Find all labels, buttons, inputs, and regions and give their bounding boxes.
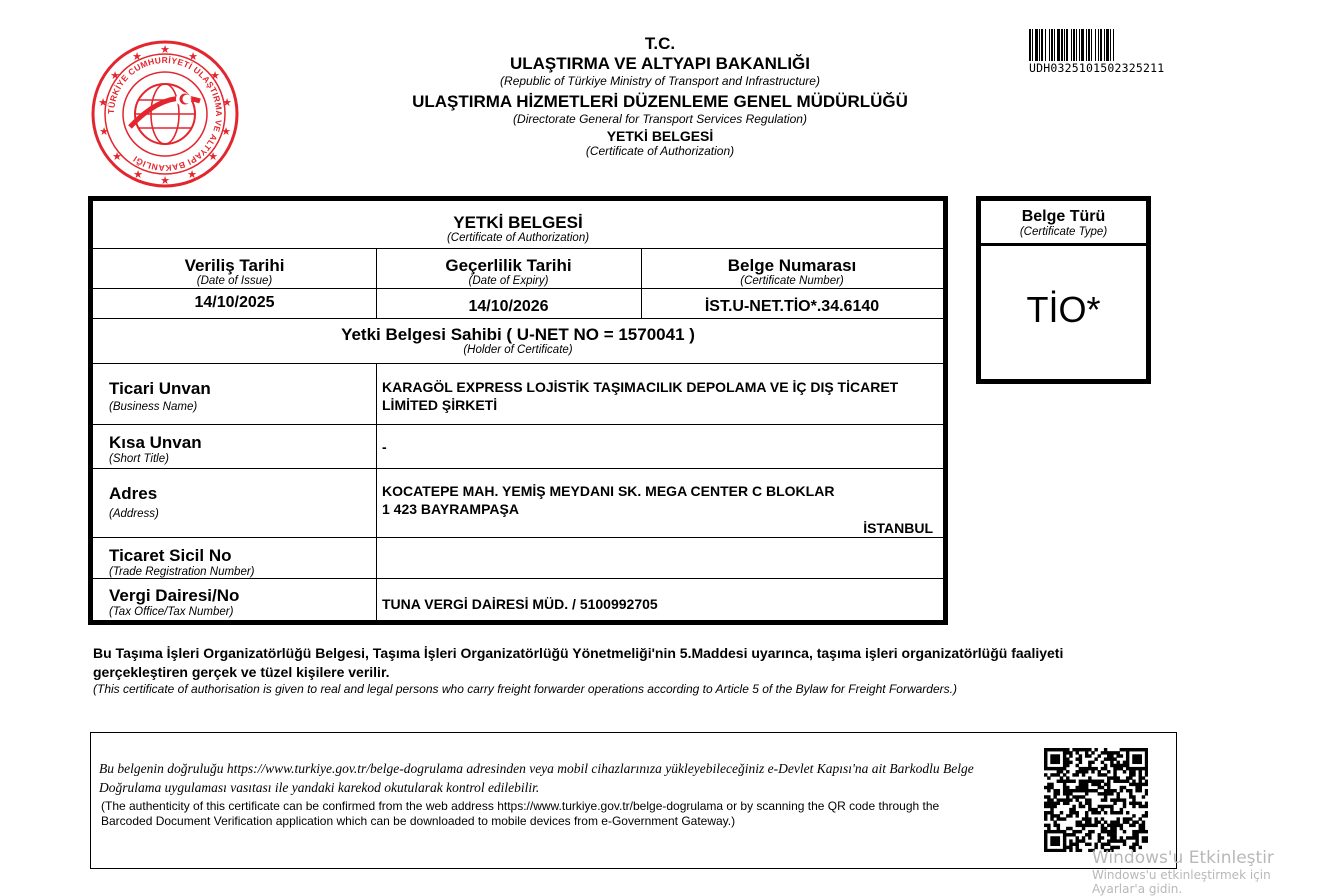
tax-office-value: TUNA VERGİ DAİRESİ MÜD. / 5100992705 (382, 596, 658, 612)
svg-text:★: ★ (188, 51, 198, 63)
certificate-type-label-en: (Certificate Type) (1019, 226, 1108, 238)
certificate-number-value: İST.U-NET.TİO*.34.6140 (704, 298, 880, 315)
issue-date-label: Veriliş Tarihi (184, 256, 285, 275)
trade-registration-label-cell (109, 546, 255, 579)
directorate-name-en: (Directorate General for Transport Services Regulation) (513, 112, 807, 126)
business-name-label-en: (Business Name) (109, 401, 198, 413)
ministry-seal (90, 39, 240, 189)
certificate-table (88, 196, 948, 625)
business-name-value: KARAGÖL EXPRESS LOJİSTİK TAŞIMACILIK DEPOLAMA VE İÇ DIŞ TİCARET LİMİTED ŞİRKETİ (382, 379, 899, 413)
svg-text:★: ★ (187, 169, 197, 181)
short-title-label-en: (Short Title) (109, 453, 169, 465)
expiry-date-value: 14/10/2026 (468, 298, 549, 315)
business-name-label-cell (109, 379, 211, 414)
trade-registration-label: Ticaret Sicil No (109, 546, 232, 565)
issue-date-value: 14/10/2025 (194, 294, 275, 311)
legal-statement-tr: Bu Taşıma İşleri Organizatörlüğü Belgesi, Taşıma İşleri Organizatörlüğü Yönetmeliği'nin 5.Maddesi uyarınca, taşıma işleri organizatörlüğü faaliyeti gerçekleştiren gerçek ve tüzel kişilere verilir. (93, 645, 1064, 680)
barcode-number: UDH0325101502325211 (1029, 61, 1165, 75)
legal-statement-en: (This certificate of authorisation is given to real and legal persons who carry freight forwarder operations according to Article 5 of the Bylaw for Freight Forwarders.) (93, 682, 957, 696)
barcode (1029, 29, 1189, 61)
ministry-name: ULAŞTIRMA VE ALTYAPI BAKANLIĞI (509, 54, 811, 73)
address-label: Adres (109, 484, 158, 503)
svg-text:★: ★ (222, 97, 232, 109)
certificate-number-label-en: (Certificate Number) (740, 275, 844, 287)
short-title-value: - (382, 439, 387, 455)
tc-heading: T.C. (644, 34, 676, 53)
svg-text:★: ★ (208, 151, 218, 163)
verification-text-tr: Bu belgenin doğruluğu https://www.turkiye.gov.tr/belge-dogrulama adresinden veya mobil cihazlarınıza yükleyebileceğiniz e-Devlet Kapısı'na ait Barkodlu Belge Doğrulama uygulaması vasıtası ile yandaki karekod okutularak kontrol edilebilir. (99, 761, 974, 795)
ministry-name-en: (Republic of Türkiye Ministry of Transport and Infrastructure) (500, 74, 820, 88)
short-title-label: Kısa Unvan (109, 433, 202, 452)
watermark-line1: Windows'u Etkinleştir (1092, 848, 1274, 868)
tax-office-label-en: (Tax Office/Tax Number) (109, 606, 234, 618)
document-title-en: (Certificate of Authorization) (585, 144, 735, 158)
legal-statement (93, 644, 1093, 696)
issue-date-header (93, 256, 376, 288)
short-title-label-cell (109, 433, 202, 466)
issue-date-label-en: (Date of Issue) (196, 275, 273, 287)
tax-office-label: Vergi Dairesi/No (109, 586, 240, 605)
expiry-date-label: Geçerlilik Tarihi (445, 256, 572, 275)
certificate-number-label: Belge Numarası (727, 256, 857, 275)
certificate-number-header (641, 256, 943, 288)
svg-text:★: ★ (210, 70, 220, 82)
windows-activation-watermark (1092, 848, 1317, 896)
svg-text:★: ★ (160, 175, 170, 187)
svg-text:★: ★ (98, 97, 108, 109)
verification-box (90, 732, 1177, 869)
expiry-date-header (376, 256, 641, 288)
qr-code[interactable] (1044, 748, 1148, 852)
certificate-title-en: (Certificate of Authorization) (446, 232, 590, 244)
svg-text:★: ★ (189, 95, 197, 104)
svg-text:★: ★ (99, 126, 109, 138)
document-header (360, 34, 960, 158)
expiry-date-label-en: (Date of Expiry) (468, 275, 549, 287)
svg-text:★: ★ (132, 51, 142, 63)
certificate-type-value: TİO* (1026, 289, 1101, 330)
globe-emblem (130, 84, 200, 144)
address-label-cell (109, 484, 159, 521)
address-city: İSTANBUL (863, 520, 933, 536)
directorate-name: ULAŞTIRMA HİZMETLERİ DÜZENLEME GENEL MÜDÜRLÜĞÜ (412, 92, 908, 111)
svg-text:★: ★ (133, 169, 143, 181)
address-value: KOCATEPE MAH. YEMİŞ MEYDANI SK. MEGA CENTER C BLOKLAR 1 423 BAYRAMPAŞA (382, 483, 835, 517)
trade-registration-label-en: (Trade Registration Number) (109, 566, 255, 578)
business-name-label: Ticari Unvan (109, 379, 211, 398)
holder-title-cell (93, 325, 943, 357)
verification-text-en: (The authenticity of this certificate can be confirmed from the web address https://www.turkiye.gov.tr/belge-dogrulama or by scanning the QR code through the Barcoded Document Verification application which can be downloaded to mobile devices from e-Government Gateway.) (101, 799, 940, 828)
svg-text:★: ★ (112, 151, 122, 163)
holder-title: Yetki Belgesi Sahibi ( U-NET NO = 1570041 ) (341, 325, 695, 344)
certificate-type-box (976, 196, 1151, 384)
watermark-line2: Windows'u etkinleştirmek için Ayarlar'a gidin. (1092, 868, 1271, 896)
certificate-type-header (981, 207, 1146, 239)
certificate-title: YETKİ BELGESİ (453, 213, 583, 232)
holder-title-en: (Holder of Certificate) (463, 344, 573, 356)
svg-text:★: ★ (221, 126, 231, 138)
address-label-en: (Address) (109, 508, 159, 520)
svg-text:★: ★ (110, 70, 120, 82)
svg-text:TÜRKİYE CUMHURİYETİ ULAŞTIRMA: TÜRKİYE CUMHURİYETİ ULAŞTIRMA VE ALTYAPI BAKANLIĞI (105, 54, 225, 174)
tax-office-label-cell (109, 586, 239, 619)
certificate-type-label: Belge Türü (1021, 208, 1106, 225)
certificate-title-cell (93, 213, 943, 245)
document-title: YETKİ BELGESİ (606, 128, 714, 144)
svg-text:★: ★ (160, 44, 170, 56)
